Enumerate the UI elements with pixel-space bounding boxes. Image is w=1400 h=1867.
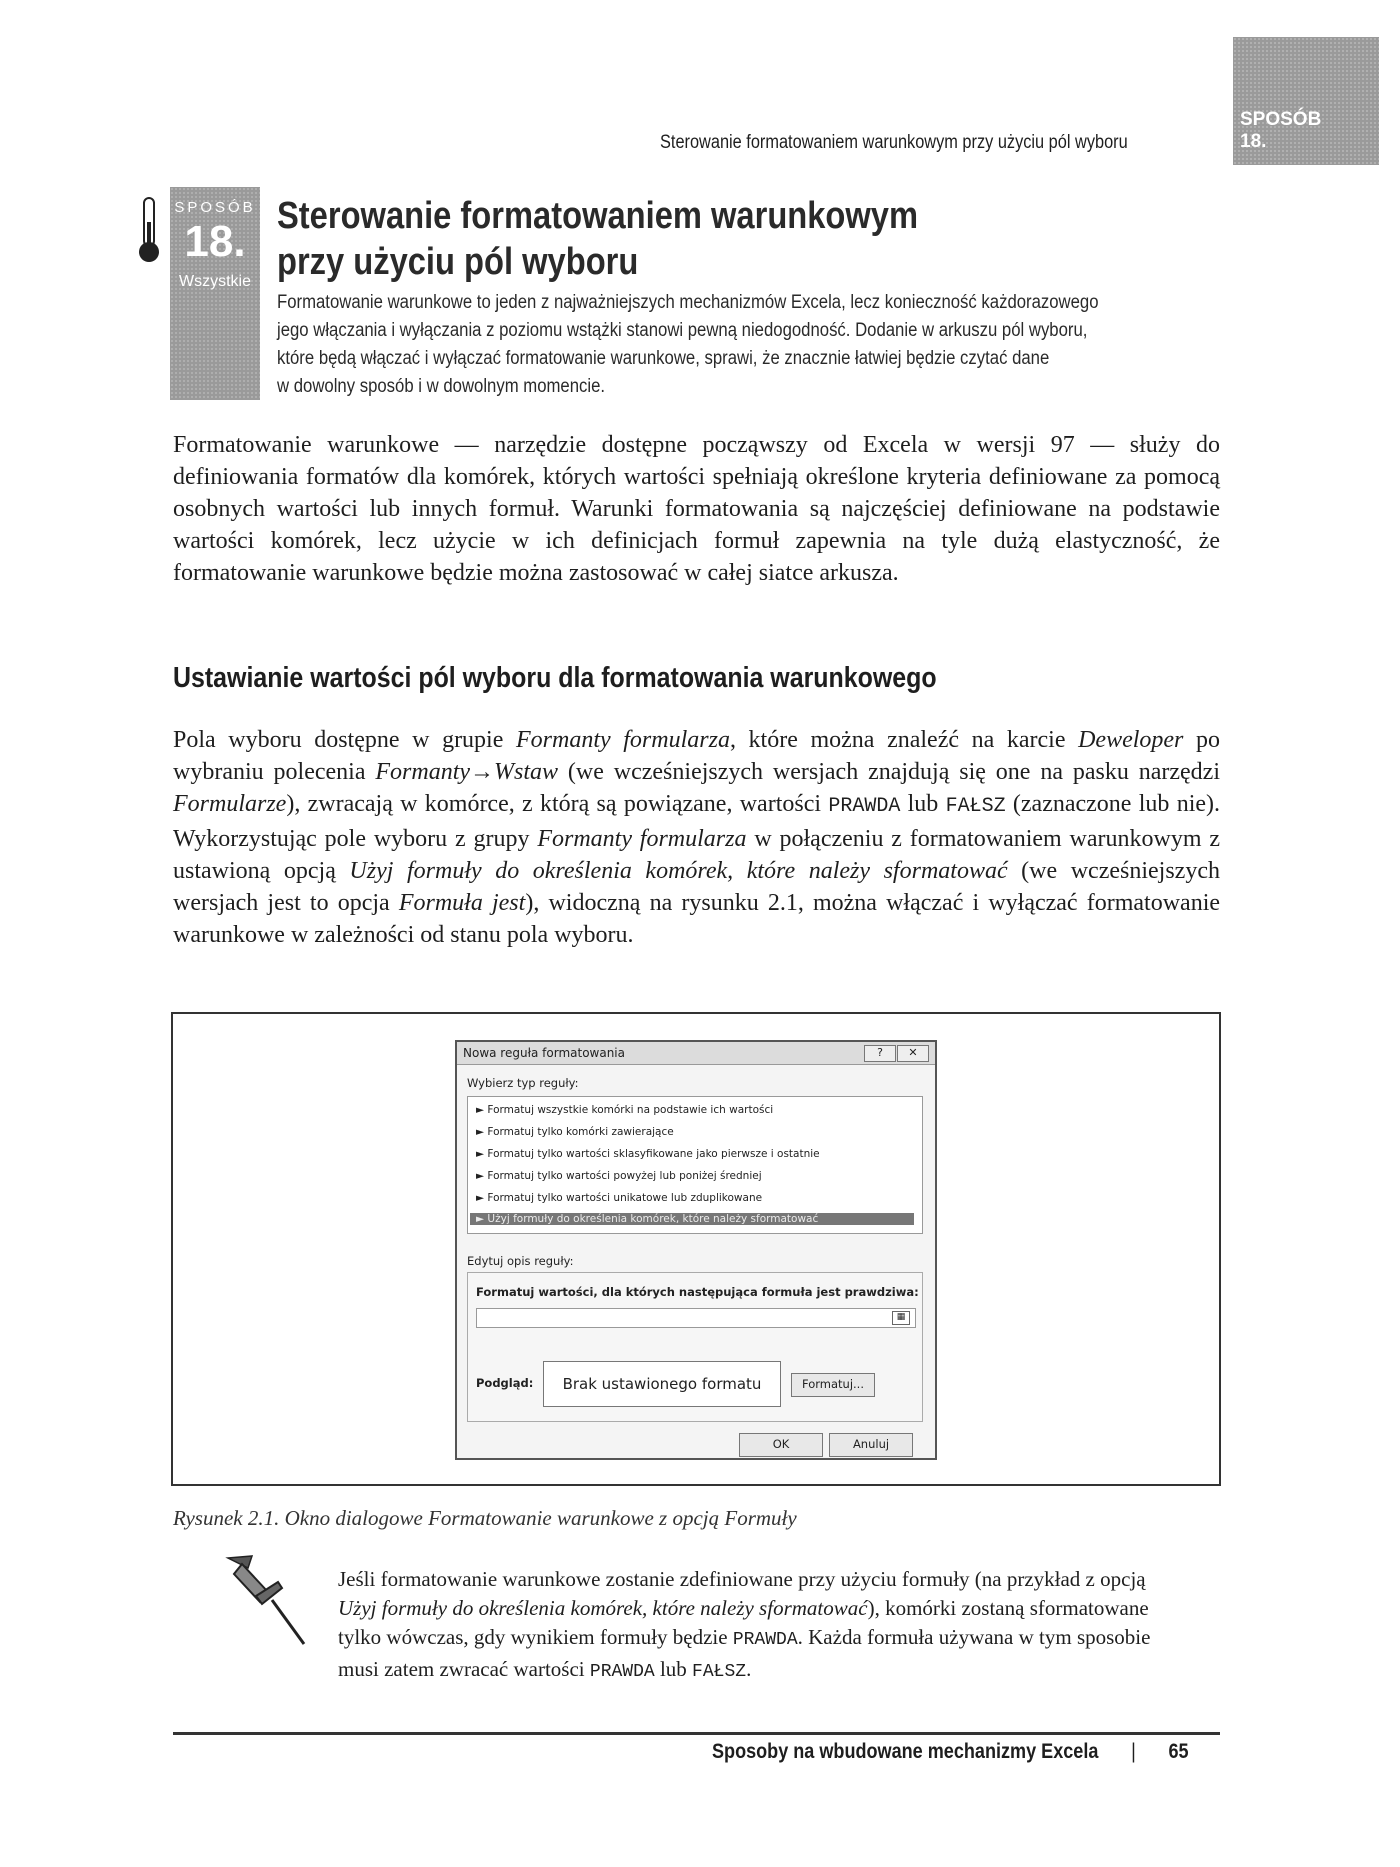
cancel-button[interactable]: Anuluj: [829, 1433, 913, 1457]
footer-rule: [173, 1732, 1220, 1735]
term: Formanty formularza: [516, 727, 730, 753]
footer-book-title: Sposoby na wbudowane mechanizmy Excela: [712, 1740, 1099, 1763]
term: Formularze: [173, 791, 287, 817]
hack-title-line1: Sterowanie formatowaniem warunkowym: [277, 195, 919, 237]
corner-tab-word: SPOSÓB: [1240, 109, 1322, 130]
badge-word: SPOSÓB: [174, 199, 256, 216]
formula-input[interactable]: [476, 1308, 916, 1328]
rule-type-item[interactable]: ► Formatuj tylko wartości unikatowe lub zduplikowane: [476, 1192, 763, 1204]
rule-type-item[interactable]: ► Formatuj tylko komórki zawierające: [476, 1126, 674, 1138]
close-button[interactable]: ✕: [897, 1045, 929, 1062]
dialog-title: Nowa reguła formatowania: [463, 1046, 625, 1060]
badge-number: 18.: [184, 217, 246, 266]
section-heading: Ustawianie wartości pól wyboru dla formatowania warunkowego: [173, 662, 937, 694]
footer-separator: |: [1131, 1740, 1136, 1763]
rule-type-item-selected[interactable]: ► Użyj formuły do określenia komórek, które należy sformatować: [470, 1213, 914, 1225]
dialog-titlebar: [457, 1042, 935, 1065]
intro-line: w dowolny sposób i w dowolnym momencie.: [277, 376, 606, 397]
format-preview: Brak ustawionego formatu: [543, 1361, 781, 1407]
help-button[interactable]: ?: [864, 1045, 896, 1062]
corner-tab: [1233, 37, 1379, 165]
formula-label: Formatuj wartości, dla których następująca formuła jest prawdziwa:: [476, 1285, 919, 1299]
figure-caption: Rysunek 2.1. Okno dialogowe Formatowanie warunkowe z opcją Formuły: [173, 1506, 797, 1530]
code-value: PRAWDA: [828, 795, 901, 818]
thermometer-icon: [136, 196, 162, 266]
term: Formanty→Wstaw: [375, 759, 559, 785]
term: Użyj formuły do określenia komórek, które należy sformatować: [338, 1596, 868, 1620]
preview-label: Podgląd:: [476, 1376, 534, 1390]
intro-line: które będą włączać i wyłączać formatowanie warunkowe, sprawi, że znacznie łatwiej będzie czytać dane: [277, 348, 1050, 369]
edit-description-label: Edytuj opis reguły:: [467, 1254, 574, 1268]
term: Deweloper: [1078, 727, 1184, 753]
code-value: PRAWDA: [732, 1630, 798, 1650]
code-value: FAŁSZ: [945, 795, 1006, 818]
pushpin-icon: [222, 1552, 312, 1652]
edit-description-panel: [467, 1272, 923, 1422]
range-picker-icon[interactable]: ▦: [892, 1311, 910, 1325]
format-button[interactable]: Formatuj...: [791, 1373, 875, 1397]
badge-platform: Wszystkie: [179, 273, 251, 290]
rule-type-list[interactable]: [467, 1096, 923, 1234]
term: Formuła jest: [398, 890, 526, 916]
corner-tab-number: 18.: [1240, 131, 1267, 152]
footer: [712, 1740, 1189, 1764]
intro-line: jego włączania i wyłączania z poziomu wstążki stanowi pewną niedogodność. Dodanie w arkuszu pól wyboru,: [277, 320, 1088, 341]
term: Użyj formuły do określenia komórek, które należy sformatować: [349, 858, 1008, 884]
code-value: PRAWDA: [589, 1662, 655, 1682]
rule-type-item[interactable]: ► Formatuj tylko wartości powyżej lub poniżej średniej: [476, 1170, 762, 1182]
note-paragraph: Jeśli formatowanie warunkowe zostanie zdefiniowane przy użyciu formuły (na przykład z opcją Użyj formuły do określenia komórek, które należy sformatować), komórki zostaną sformatowane tylko wówczas, gdy wynikiem formuły będzie PRAWDA. Każda formuła używana w tym sposobie musi zatem zwracać wartości PRAWDA lub FAŁSZ.: [338, 1567, 1151, 1682]
rule-type-item[interactable]: ► Formatuj wszystkie komórki na podstawie ich wartości: [476, 1104, 774, 1116]
page-number: 65: [1168, 1740, 1189, 1763]
hack-badge: [170, 187, 260, 400]
hack-intro: [277, 289, 1211, 401]
new-rule-dialog: [455, 1040, 937, 1460]
body-paragraph-2: Pola wyboru dostępne w grupie Formanty formularza, które można znaleźć na karcie Deweloper po wybraniu polecenia Formanty→Wstaw (we wcześniejszych wersjach znajdują się one na pasku narzędzi Formularze), zwracają w komórce, z którą są powiązane, wartości PRAWDA lub FAŁSZ (zaznaczone lub nie). Wykorzystując pole wyboru z grupy Formanty formularza w połączeniu z formatowaniem warunkowym z ustawioną opcją Użyj formuły do określenia komórek, które należy sformatować (we wcześniejszych wersjach jest to opcja Formuła jest), widoczną na rysunku 2.1, można włączać i wyłączać formatowanie warunkowe w zależności od stanu pola wyboru.: [173, 727, 1221, 948]
body-paragraph-1: Formatowanie warunkowe — narzędzie dostępne począwszy od Excela w wersji 97 — służy do definiowania formatów dla komórek, których wartości spełniają określone kryteria definiowane za pomocą osobnych wartości lub innych formuł. Warunki formatowania są najczęściej definiowane na podstawie wartości komórek, lecz użycie w ich definicjach formuł zapewnia na tyle dużą elastyczność, że formatowanie warunkowe będzie można zastosować w całej siatce arkusza.: [173, 432, 1220, 586]
term: Formanty formularza: [537, 826, 747, 852]
rule-type-label: Wybierz typ reguły:: [467, 1076, 579, 1090]
code-value: FAŁSZ: [692, 1662, 747, 1682]
intro-line: Formatowanie warunkowe to jeden z najważniejszych mechanizmów Excela, lecz konieczność każdorazowego: [277, 292, 1099, 313]
hack-title: [277, 193, 1022, 285]
rule-type-item[interactable]: ► Formatuj tylko wartości sklasyfikowane jako pierwsze i ostatnie: [476, 1148, 820, 1160]
ok-button[interactable]: OK: [739, 1433, 823, 1457]
running-header: Sterowanie formatowaniem warunkowym przy użyciu pól wyboru: [660, 132, 1128, 153]
hack-title-line2: przy użyciu pól wyboru: [277, 241, 639, 283]
